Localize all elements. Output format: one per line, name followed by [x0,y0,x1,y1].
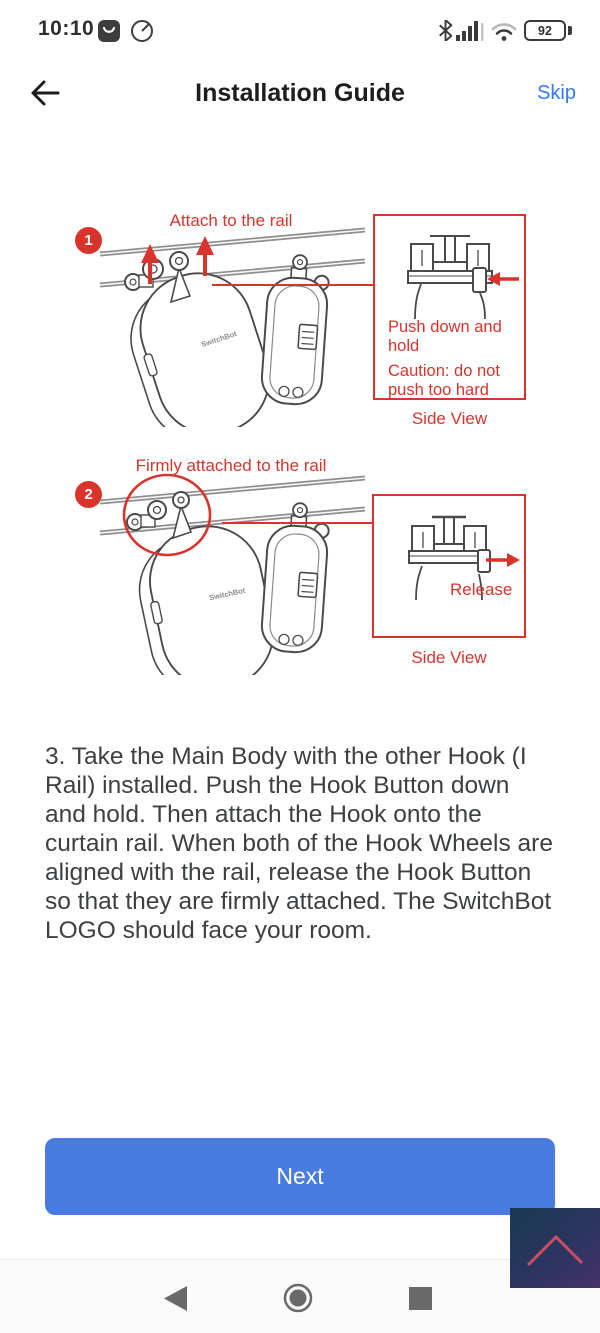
step1-sideview-box [373,214,526,400]
battery-icon [524,20,566,41]
nav-recents-button[interactable] [409,1287,432,1310]
nav-home-button[interactable] [283,1283,313,1313]
battery-nub [568,26,572,35]
battery-level: 92 [538,23,552,38]
page-title: Installation Guide [195,79,405,107]
step2-connector-line [222,522,373,524]
device-logo-text: SwitchBot [200,329,238,349]
chevron-logo-icon [520,1223,590,1273]
step1-connector-line [212,284,373,286]
step1-sideview-caption: Side View [411,409,488,428]
app-store-icon [97,19,121,43]
step2-sideview-box [372,494,526,638]
step2-badge: 2 [75,481,102,508]
next-button-label: Next [276,1163,324,1189]
step1-badge: 1 [75,227,102,254]
step2-caption: Firmly attached to the rail [135,456,327,475]
step1-note-push: Push down and hold [388,318,502,355]
step2-note-release: Release [450,580,513,599]
step1-caption: Attach to the rail [169,211,293,230]
step2-illustration [95,470,373,675]
do-not-disturb-icon [130,19,154,43]
floating-widget[interactable] [510,1208,600,1288]
clock: 10:10 [38,17,95,40]
wifi-icon [491,22,517,41]
back-button[interactable] [28,77,62,109]
step1-note-caution: Caution: do not push too hard [388,362,500,399]
nav-back-button[interactable] [164,1286,187,1311]
next-button[interactable] [45,1138,555,1215]
instruction-text: 3. Take the Main Body with the other Hook (I Rail) installed. Push the Hook Button down and hold. Then attach the Hook onto the curtain rail. When both of the Hook Wheels are aligned with the rail, release the Hook Button so that they are firmly attached. The SwitchBot LOGO should face your room. [45,743,553,944]
step1-illustration [95,222,373,427]
bluetooth-icon [438,20,453,41]
skip-button[interactable]: Skip [537,82,576,104]
status-bar [0,0,600,62]
device-logo-text: SwitchBot [208,585,247,603]
step1-sideview-drawing [375,224,525,319]
signal-icon [456,21,485,41]
step2-sideview-caption: Side View [411,648,487,667]
